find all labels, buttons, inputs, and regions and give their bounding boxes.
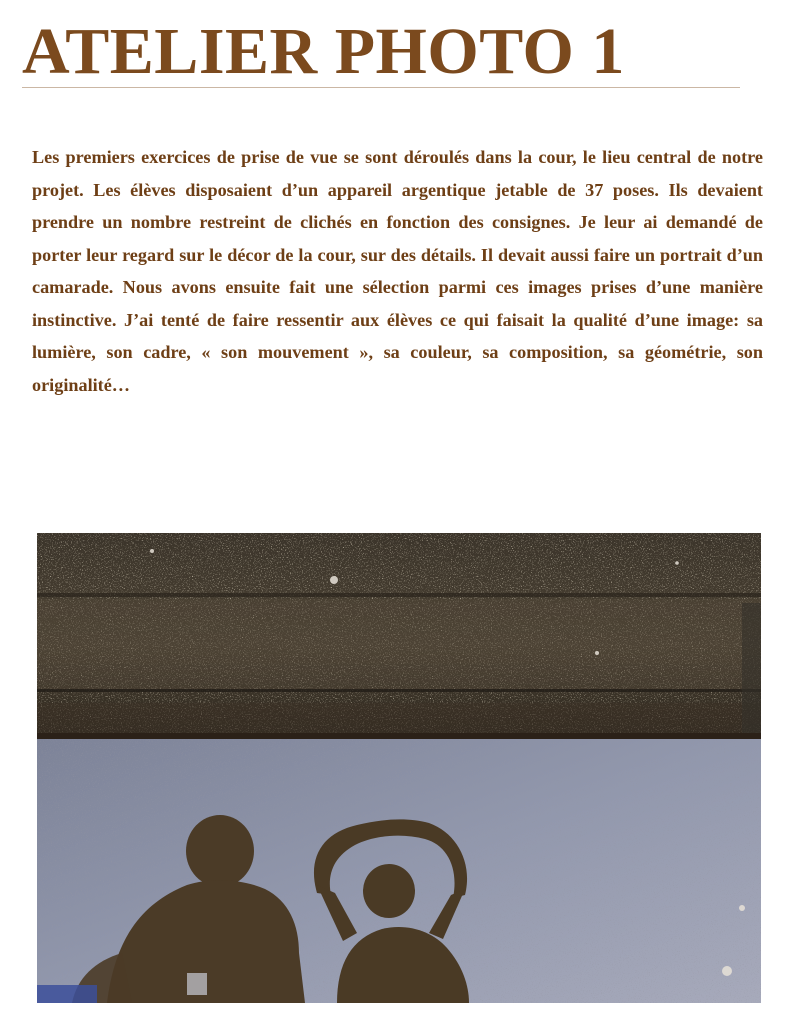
photo-shadow-reflection [37,533,761,1003]
curb-line [37,593,761,597]
page-title: ATELIER PHOTO 1 [22,15,625,88]
body-paragraph: Les premiers exercices de prise de vue se sont déroulés dans la cour, le lieu central de notre projet. Les élèves disposaient d’un appareil argentique jetable de 37 poses. Ils devaient prendre un nombre restreint de clichés en fonction des consignes. Je leur ai demandé de porter leur regard sur le décor de la cour, sur des détails. Il devait aussi faire un portrait d’un camarade. Nous avons ensuite fait une sélection parmi ces images prises d’une manière instinctive. J’ai tenté de faire ressentir aux élèves ce qui faisait la qualité d’une image: sa lumière, son cadre, « son mouvement », sa couleur, sa composition, sa géométrie, son originalité… [32,147,763,395]
blue-object [37,985,97,1003]
title-divider [22,87,740,88]
